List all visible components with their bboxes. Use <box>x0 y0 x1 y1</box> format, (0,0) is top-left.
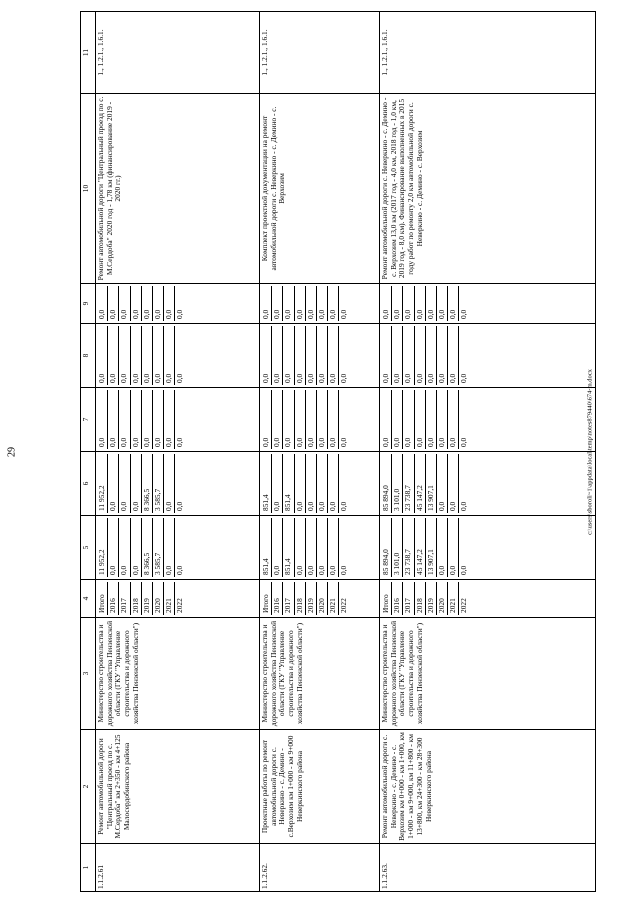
column-number: 2 <box>81 730 96 844</box>
value-cell: 0,0 <box>448 454 459 513</box>
value-cell: 0,0 <box>459 309 469 319</box>
row-code: 1.1.2.62. <box>260 844 380 892</box>
column-number: 9 <box>81 284 96 324</box>
value-cell: 0,0 <box>381 326 392 385</box>
year-cell: Итого <box>381 582 392 615</box>
value-cell: 0,0 <box>119 518 130 577</box>
object-name: Проектные работы по ремонт автомобильной дороги с. Неверкино - с. Демино - с.Верхозим км 1+000 - км 9+000 Неверкинского района <box>260 730 380 844</box>
value-cell: 0,0 <box>317 518 328 577</box>
value-cell: 0,0 <box>317 454 328 513</box>
executor: Министерство строительства и дорожного хозяйства Пензенской области (ГКУ "Управление строительства и дорожного хозяйства Пензенской области") <box>380 618 596 730</box>
value-cell: 0,0 <box>283 326 294 385</box>
value-cell: 0,0 <box>295 518 306 577</box>
value-cell: 0,0 <box>339 501 349 511</box>
column-number: 10 <box>81 94 96 284</box>
table-row <box>380 12 596 892</box>
value-cell: 0,0 <box>415 326 426 385</box>
value-cell: 0,0 <box>328 518 339 577</box>
value-cell: 0,0 <box>164 326 175 385</box>
year-cell: 2020 <box>153 582 164 615</box>
year-cell: 2021 <box>164 582 175 615</box>
table-row <box>96 12 260 892</box>
expected-result: Ремонт автомобильной дороги с. Неверкино - с. Демино - с. Верхозим 13,0 км (2017 год - 4,0 км, 2018 год - 1,0 км, 2019 год - 8,0 км). Финансирование выполненных в 2015 году работ по ремонту 2,0 км автомобильной дороги с. Неверкино - с. Демино - с. Верхозим <box>380 94 596 284</box>
value-cell: 0,0 <box>272 454 283 513</box>
value-cell: 0,0 <box>437 326 448 385</box>
value-cell: 8 366,5 <box>142 454 153 513</box>
value-cell: 0,0 <box>459 565 469 575</box>
column-number: 5 <box>81 516 96 580</box>
value-cell: 0,0 <box>437 390 448 449</box>
year-cell: 2017 <box>283 582 294 615</box>
value-cell: 0,0 <box>131 454 142 513</box>
value-cell: 0,0 <box>306 286 317 321</box>
year-cell: 2019 <box>306 582 317 615</box>
year-cell: 2020 <box>437 582 448 615</box>
value-cell: 0,0 <box>153 326 164 385</box>
value-cell: 0,0 <box>448 286 459 321</box>
year-cell: 2016 <box>108 582 119 615</box>
value-cell: 0,0 <box>131 286 142 321</box>
value-cell: 85 894,0 <box>381 518 392 577</box>
value-cell: 0,0 <box>97 286 108 321</box>
year-cell: 2021 <box>328 582 339 615</box>
value-cell: 0,0 <box>142 326 153 385</box>
object-name: Ремонт автомобильной дороги "Центральный проезд по с. М.Сердоба" км 2+350 - км 4+125 Малосердобинского района <box>96 730 260 844</box>
total-funding <box>96 516 260 580</box>
funding-column-7 <box>260 388 380 452</box>
year-cell: 2017 <box>403 582 414 615</box>
value-cell: 0,0 <box>97 390 108 449</box>
value-cell: 0,0 <box>175 565 185 575</box>
regional-funding <box>380 452 596 516</box>
value-cell: 0,0 <box>459 437 469 447</box>
value-cell: 0,0 <box>97 326 108 385</box>
value-cell: 45 147,2 <box>415 518 426 577</box>
value-cell: 0,0 <box>272 518 283 577</box>
value-cell: 0,0 <box>108 518 119 577</box>
value-cell: 0,0 <box>119 326 130 385</box>
column-number: 11 <box>81 12 96 94</box>
year-cell: 2019 <box>426 582 437 615</box>
value-cell: 0,0 <box>164 390 175 449</box>
value-cell: 0,0 <box>403 286 414 321</box>
year-list <box>260 580 380 618</box>
value-cell: 0,0 <box>392 326 403 385</box>
value-cell: 11 952,2 <box>97 518 108 577</box>
value-cell: 0,0 <box>108 454 119 513</box>
page-number: 29 <box>6 447 18 457</box>
value-cell: 0,0 <box>339 437 349 447</box>
value-cell: 13 907,1 <box>426 454 437 513</box>
object-name: Ремонт автомобильной дороги с. Неверкино - с. Демино - с. Верхозим км 0+000 - км 1+000, км 1+000 - км 9+000, км 11+800 - км 13+800, км 24+300 - км 28+300 Неверкинского района <box>380 730 596 844</box>
value-cell: 0,0 <box>306 390 317 449</box>
value-cell: 0,0 <box>283 286 294 321</box>
expected-result: Комплект проектной документации на ремонт автомобильной дороги с. Неверкино - с. Демино - с. Верхозим <box>260 94 380 284</box>
value-cell: 0,0 <box>339 309 349 319</box>
year-cell: 2018 <box>131 582 142 615</box>
value-cell: 0,0 <box>392 390 403 449</box>
funding-column-9 <box>96 284 260 324</box>
value-cell: 0,0 <box>131 518 142 577</box>
value-cell: 0,0 <box>381 390 392 449</box>
year-cell: Итого <box>97 582 108 615</box>
expected-result: Ремонт автомобильной дороги "Центральный проезд по с. М.Сердоба" 2020 год - 1,78 км (финансирование 2019 - 2020 гг.) <box>96 94 260 284</box>
row-code: 1.1.2.63. <box>380 844 596 892</box>
value-cell: 0,0 <box>415 286 426 321</box>
value-cell: 0,0 <box>328 326 339 385</box>
value-cell: 0,0 <box>306 518 317 577</box>
value-cell: 0,0 <box>306 326 317 385</box>
value-cell: 0,0 <box>415 390 426 449</box>
value-cell: 23 738,7 <box>403 518 414 577</box>
column-number: 4 <box>81 580 96 618</box>
value-cell: 3 585,7 <box>153 518 164 577</box>
value-cell: 0,0 <box>426 390 437 449</box>
program-table <box>80 11 596 892</box>
year-list <box>96 580 260 618</box>
year-cell: 2017 <box>119 582 130 615</box>
value-cell: 851,4 <box>283 518 294 577</box>
value-cell: 0,0 <box>459 373 469 383</box>
funding-column-7 <box>380 388 596 452</box>
value-cell: 0,0 <box>142 286 153 321</box>
value-cell: 0,0 <box>317 326 328 385</box>
funding-column-9 <box>260 284 380 324</box>
value-cell: 0,0 <box>403 326 414 385</box>
value-cell: 45 147,2 <box>415 454 426 513</box>
funding-column-8 <box>260 324 380 388</box>
year-cell: 2020 <box>317 582 328 615</box>
funding-column-9 <box>380 284 596 324</box>
column-number: 8 <box>81 324 96 388</box>
value-cell: 851,4 <box>283 454 294 513</box>
value-cell: 0,0 <box>272 326 283 385</box>
row-code: 1.1.2.61 <box>96 844 260 892</box>
year-cell: 2021 <box>448 582 459 615</box>
value-cell: 0,0 <box>142 390 153 449</box>
indicator-refs: 1., 1.2.1., 1.6.1. <box>380 12 596 94</box>
column-number-row <box>81 12 96 892</box>
value-cell: 0,0 <box>339 565 349 575</box>
value-cell: 0,0 <box>131 390 142 449</box>
value-cell: 0,0 <box>175 437 185 447</box>
value-cell: 851,4 <box>261 454 272 513</box>
value-cell: 0,0 <box>108 286 119 321</box>
footer-file-path: c:\users\sboroli~1\appdata\local\temp\notes879440\674-m.docx <box>586 369 594 535</box>
value-cell: 0,0 <box>328 390 339 449</box>
value-cell: 0,0 <box>392 286 403 321</box>
value-cell: 3 101,0 <box>392 518 403 577</box>
value-cell: 0,0 <box>119 390 130 449</box>
value-cell: 0,0 <box>295 326 306 385</box>
value-cell: 0,0 <box>153 286 164 321</box>
value-cell: 0,0 <box>339 373 349 383</box>
value-cell: 13 907,1 <box>426 518 437 577</box>
value-cell: 0,0 <box>448 390 459 449</box>
value-cell: 23 738,7 <box>403 454 414 513</box>
regional-funding <box>260 452 380 516</box>
value-cell: 0,0 <box>328 454 339 513</box>
value-cell: 0,0 <box>437 286 448 321</box>
value-cell: 0,0 <box>437 518 448 577</box>
value-cell: 0,0 <box>261 326 272 385</box>
value-cell: 0,0 <box>272 286 283 321</box>
column-number: 1 <box>81 844 96 892</box>
value-cell: 0,0 <box>175 501 185 511</box>
value-cell: 0,0 <box>306 454 317 513</box>
total-funding <box>380 516 596 580</box>
value-cell: 0,0 <box>448 518 459 577</box>
year-cell: 2016 <box>392 582 403 615</box>
value-cell: 0,0 <box>403 390 414 449</box>
value-cell: 0,0 <box>459 501 469 511</box>
value-cell: 3 585,7 <box>153 454 164 513</box>
executor: Министерство строительства и дорожного хозяйства Пензенской области (ГКУ "Управление строительства и дорожного хозяйства Пензенской области") <box>260 618 380 730</box>
indicator-refs: 1., 1.2.1., 1.6.1. <box>96 12 260 94</box>
value-cell: 0,0 <box>295 390 306 449</box>
value-cell: 0,0 <box>317 390 328 449</box>
value-cell: 0,0 <box>261 390 272 449</box>
value-cell: 0,0 <box>426 286 437 321</box>
value-cell: 0,0 <box>381 286 392 321</box>
value-cell: 0,0 <box>295 286 306 321</box>
value-cell: 0,0 <box>164 454 175 513</box>
column-number: 6 <box>81 452 96 516</box>
value-cell: 0,0 <box>283 390 294 449</box>
value-cell: 0,0 <box>131 326 142 385</box>
year-cell: 2018 <box>295 582 306 615</box>
value-cell: 0,0 <box>437 454 448 513</box>
value-cell: 0,0 <box>317 286 328 321</box>
year-cell: 2022 <box>175 598 185 613</box>
total-funding <box>260 516 380 580</box>
value-cell: 8 366,5 <box>142 518 153 577</box>
value-cell: 0,0 <box>119 286 130 321</box>
value-cell: 0,0 <box>108 326 119 385</box>
executor: Министерство строительства и дорожного хозяйства Пензенской области (ГКУ "Управление строительства и дорожного хозяйства Пензенской области") <box>96 618 260 730</box>
year-cell: 2022 <box>459 598 469 613</box>
value-cell: 3 101,0 <box>392 454 403 513</box>
value-cell: 0,0 <box>164 286 175 321</box>
funding-column-7 <box>96 388 260 452</box>
value-cell: 0,0 <box>272 390 283 449</box>
column-number: 7 <box>81 388 96 452</box>
value-cell: 0,0 <box>175 373 185 383</box>
value-cell: 0,0 <box>108 390 119 449</box>
value-cell: 0,0 <box>175 309 185 319</box>
value-cell: 85 894,0 <box>381 454 392 513</box>
regional-funding <box>96 452 260 516</box>
funding-column-8 <box>380 324 596 388</box>
value-cell: 0,0 <box>119 454 130 513</box>
value-cell: 0,0 <box>153 390 164 449</box>
year-cell: 2018 <box>415 582 426 615</box>
year-list <box>380 580 596 618</box>
table-row <box>260 12 380 892</box>
value-cell: 0,0 <box>328 286 339 321</box>
value-cell: 0,0 <box>164 518 175 577</box>
value-cell: 851,4 <box>261 518 272 577</box>
column-number: 3 <box>81 618 96 730</box>
indicator-refs: 1., 1.2.1., 1.6.1. <box>260 12 380 94</box>
year-cell: 2022 <box>339 598 349 613</box>
funding-column-8 <box>96 324 260 388</box>
value-cell: 0,0 <box>426 326 437 385</box>
value-cell: 11 952,2 <box>97 454 108 513</box>
value-cell: 0,0 <box>295 454 306 513</box>
value-cell: 0,0 <box>448 326 459 385</box>
value-cell: 0,0 <box>261 286 272 321</box>
rotated-table-container <box>80 12 592 892</box>
year-cell: 2019 <box>142 582 153 615</box>
year-cell: Итого <box>261 582 272 615</box>
year-cell: 2016 <box>272 582 283 615</box>
